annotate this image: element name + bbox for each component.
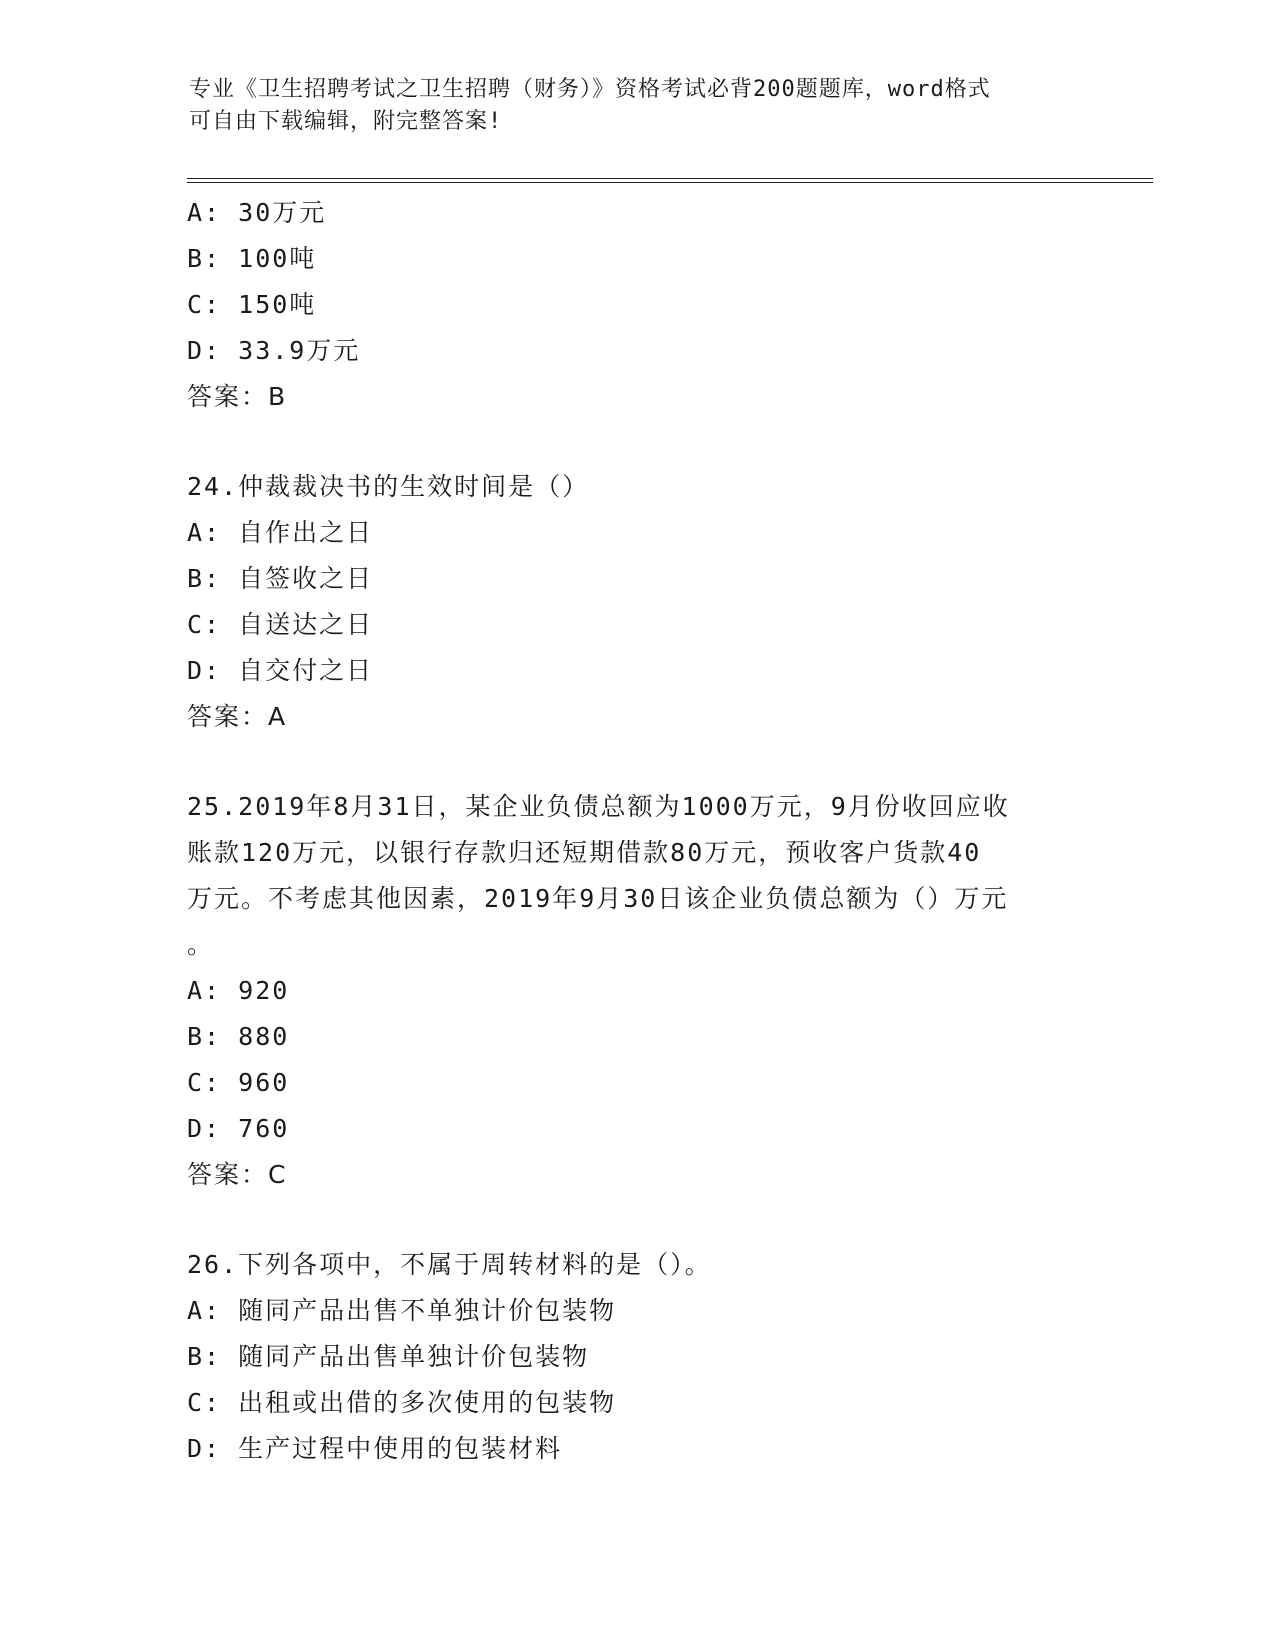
header-line-1: 专业《卫生招聘考试之卫生招聘（财务）》资格考试必背200题题库，word格式 — [189, 77, 991, 102]
question-24 — [187, 464, 1087, 740]
question-25 — [187, 784, 1087, 1198]
document-header — [189, 74, 1089, 138]
answer: 答案：A — [187, 702, 288, 731]
option-d: D: 33.9万元 — [187, 336, 361, 365]
option-d: D: 生产过程中使用的包装材料 — [187, 1434, 563, 1463]
question-stem: 26.下列各项中，不属于周转材料的是（）。 — [187, 1250, 712, 1279]
option-c: C: 960 — [187, 1068, 290, 1097]
option-c: C: 出租或出借的多次使用的包装物 — [187, 1388, 617, 1417]
answer: 答案：B — [187, 382, 288, 411]
question-stem-line: 25.2019年8月31日，某企业负债总额为1000万元，9月份收回应收 — [187, 792, 1010, 821]
question-stem: 24.仲裁裁决书的生效时间是（） — [187, 472, 590, 501]
question-26 — [187, 1242, 1087, 1472]
option-b: B: 100吨 — [187, 244, 317, 273]
option-a: A: 自作出之日 — [187, 518, 374, 547]
header-divider-top — [187, 178, 1153, 179]
question-23 — [187, 190, 1087, 420]
header-line-2: 可自由下载编辑，附完整答案! — [189, 109, 503, 134]
document-body — [187, 190, 1087, 1472]
option-a: A: 30万元 — [187, 198, 327, 227]
option-a: A: 920 — [187, 976, 290, 1005]
question-stem-line: 。 — [187, 930, 215, 959]
answer: 答案：C — [187, 1160, 288, 1189]
question-stem-line: 账款120万元，以银行存款归还短期借款80万元，预收客户货款40 — [187, 838, 982, 867]
option-a: A: 随同产品出售不单独计价包装物 — [187, 1296, 617, 1325]
option-b: B: 自签收之日 — [187, 564, 374, 593]
option-c: C: 自送达之日 — [187, 610, 374, 639]
option-c: C: 150吨 — [187, 290, 317, 319]
option-b: B: 880 — [187, 1022, 290, 1051]
question-stem-line: 万元。不考虑其他因素，2019年9月30日该企业负债总额为（）万元 — [187, 884, 1009, 913]
option-b: B: 随同产品出售单独计价包装物 — [187, 1342, 590, 1371]
option-d: D: 760 — [187, 1114, 290, 1143]
option-d: D: 自交付之日 — [187, 656, 374, 685]
header-divider-bottom — [187, 182, 1153, 183]
